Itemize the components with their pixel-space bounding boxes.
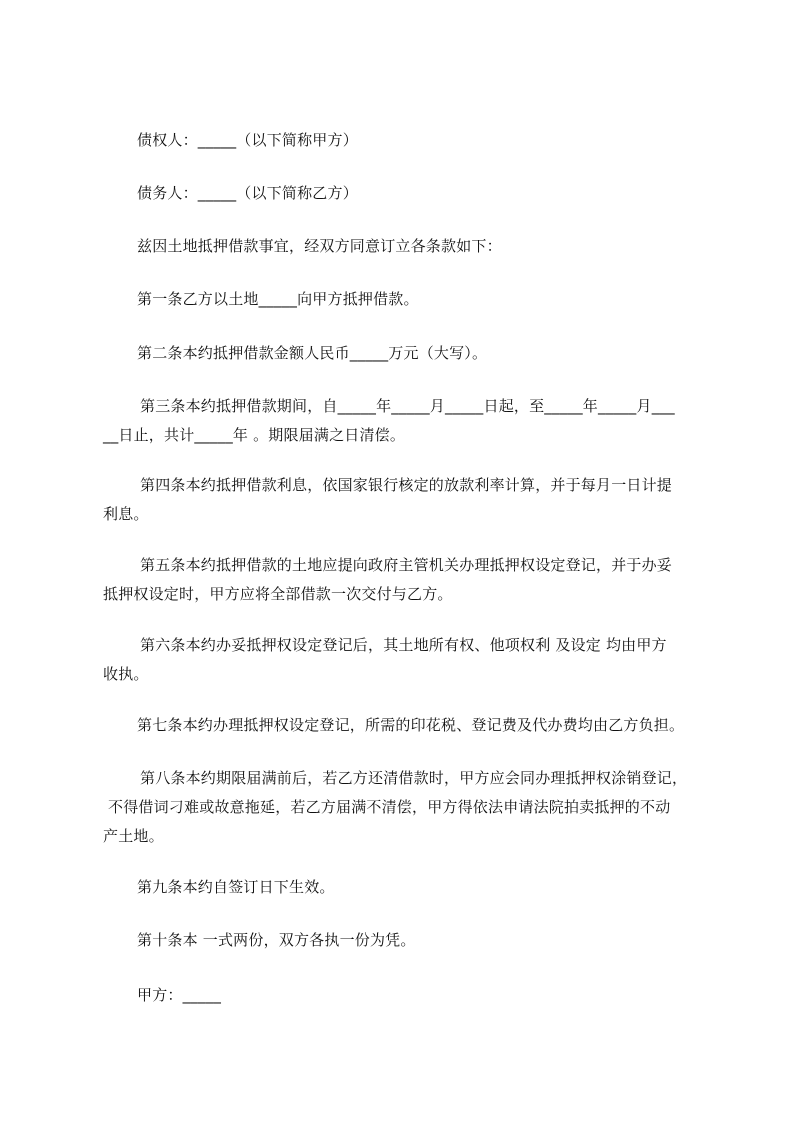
article-7 — [137, 712, 684, 739]
article-4-line-1: 第四条本约抵押借款利息，依国家银行核定的放款利率计算，并于每月一日计提 — [140, 476, 673, 494]
article-8-line-2: 不得借词刁难或故意拖延，若乙方届满不清偿，甲方得依法申请法院拍卖抵押的不动 — [108, 798, 671, 816]
article-8-line-3: 产土地。 — [103, 827, 164, 845]
creditor-text: 债权人：_____（以下简称甲方） — [137, 131, 358, 149]
article-1 — [137, 286, 419, 313]
article-6-line-1: 第六条本约办妥抵押权设定登记后，其土地所有权、他项权利 及设定 均由甲方 — [140, 636, 667, 654]
debtor-text: 债务人：_____（以下简称乙方） — [137, 184, 358, 202]
article-10-text: 第十条本 一式两份，双方各执一份为凭。 — [137, 931, 416, 949]
article-8-line-1: 第八条本约期限届满前后，若乙方还清借款时，甲方应会同办理抵押权涂销登记， — [140, 769, 688, 787]
article-9-text: 第九条本约自签订日下生效。 — [137, 878, 335, 896]
preamble-line — [137, 233, 502, 260]
article-10 — [137, 927, 416, 954]
debtor-line — [137, 180, 358, 207]
article-7-text: 第七条本约办理抵押权设定登记，所需的印花税、登记费及代办费均由乙方负担。 — [137, 716, 685, 734]
article-6-line-2: 收执。 — [103, 665, 149, 683]
article-1-text: 第一条乙方以土地_____向甲方抵押借款。 — [137, 290, 419, 308]
preamble-text: 兹因土地抵押借款事宜，经双方同意订立各条款如下： — [137, 237, 502, 255]
article-2 — [137, 340, 487, 367]
article-3-line-2: __日止，共计_____年 。期限届满之日清偿。 — [103, 426, 406, 444]
article-5-line-2: 抵押权设定时，甲方应将全部借款一次交付与乙方。 — [103, 585, 453, 603]
article-9 — [137, 874, 335, 901]
article-2-text: 第二条本约抵押借款金额人民币_____万元（大写）。 — [137, 344, 488, 362]
party-a-text: 甲方：_____ — [137, 986, 222, 1004]
article-3-line-1: 第三条本约抵押借款期间，自_____年_____月_____日起，至_____年_____月___ — [140, 397, 675, 415]
party-a-signature-line — [137, 982, 221, 1009]
article-5-line-1: 第五条本约抵押借款的土地应提向政府主管机关办理抵押权设定登记，并于办妥 — [140, 556, 673, 574]
article-4-line-2: 利息。 — [103, 505, 149, 523]
creditor-line — [137, 127, 358, 154]
